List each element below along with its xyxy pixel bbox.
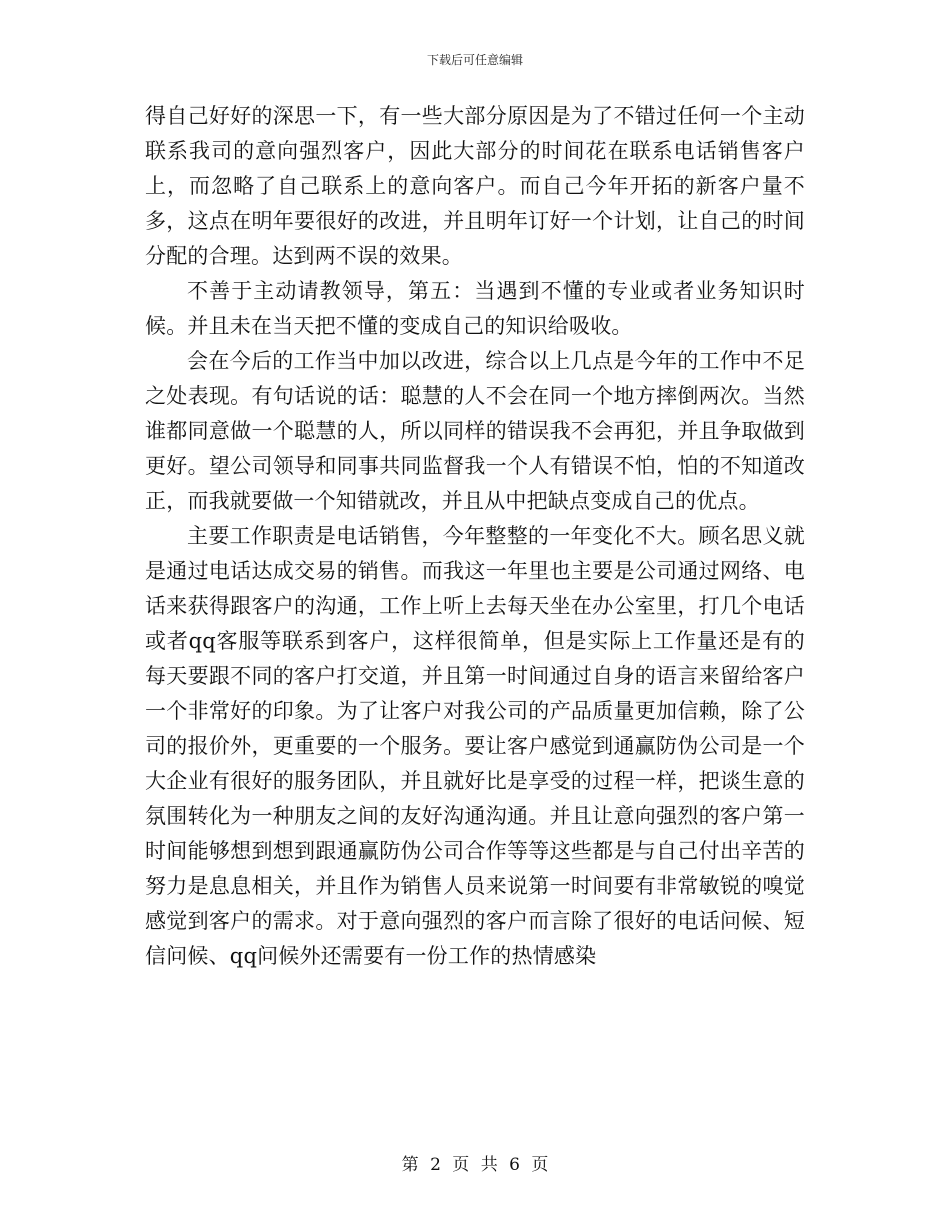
- page-header: 下载后可任意编辑: [426, 53, 523, 67]
- paragraph: 不善于主动请教领导，第五：当遇到不懂的专业或者业务知识时候。并且未在当天把不懂的变成自己的知识给吸收。: [145, 279, 805, 338]
- paragraph: 会在今后的工作当中加以改进，综合以上几点是今年的工作中不足之处表现。有句话说的话：聪慧的人不会在同一个地方摔倒两次。当然谁都同意做一个聪慧的人，所以同样的错误我不会再犯，并且争取做到更好。望公司领导和同事共同监督我一个人有错误不怕，怕的不知道改正，而我就要做一个知错就改，并且从中把缺点变成自己的优点。: [145, 349, 805, 513]
- document-body: [145, 99, 805, 974]
- page-number-footer: 第 2 页 共 6 页: [401, 1155, 549, 1175]
- paragraph-continued: 得自己好好的深思一下，有一些大部分原因是为了不错过任何一个主动联系我司的意向强烈客户，因此大部分的时间花在联系电话销售客户上，而忽略了自己联系上的意向客户。而自己今年开拓的新客户量不多，这点在明年要很好的改进，并且明年订好一个计划，让自己的时间分配的合理。达到两不误的效果。: [145, 104, 805, 268]
- paragraph: 主要工作职责是电话销售，今年整整的一年变化不大。顾名思义就是通过电话达成交易的销售。而我这一年里也主要是公司通过网络、电话来获得跟客户的沟通，工作上听上去每天坐在办公室里，打几个电话或者qq客服等联系到客户，这样很简单，但是实际上工作量还是有的每天要跟不同的客户打交道，并且第一时间通过自身的语言来留给客户一个非常好的印象。为了让客户对我公司的产品质量更加信赖，除了公司的报价外，更重要的一个服务。要让客户感觉到通赢防伪公司是一个大企业有很好的服务团队，并且就好比是享受的过程一样，把谈生意的氛围转化为一种朋友之间的友好沟通沟通。并且让意向强烈的客户第一时间能够想到想到跟通赢防伪公司合作等等这些都是与自己付出辛苦的努力是息息相关，并且作为销售人员来说第一时间要有非常敏锐的嗅觉感觉到客户的需求。对于意向强烈的客户而言除了很好的电话问候、短信问候、qq问候外还需要有一份工作的热情感染: [145, 524, 805, 968]
